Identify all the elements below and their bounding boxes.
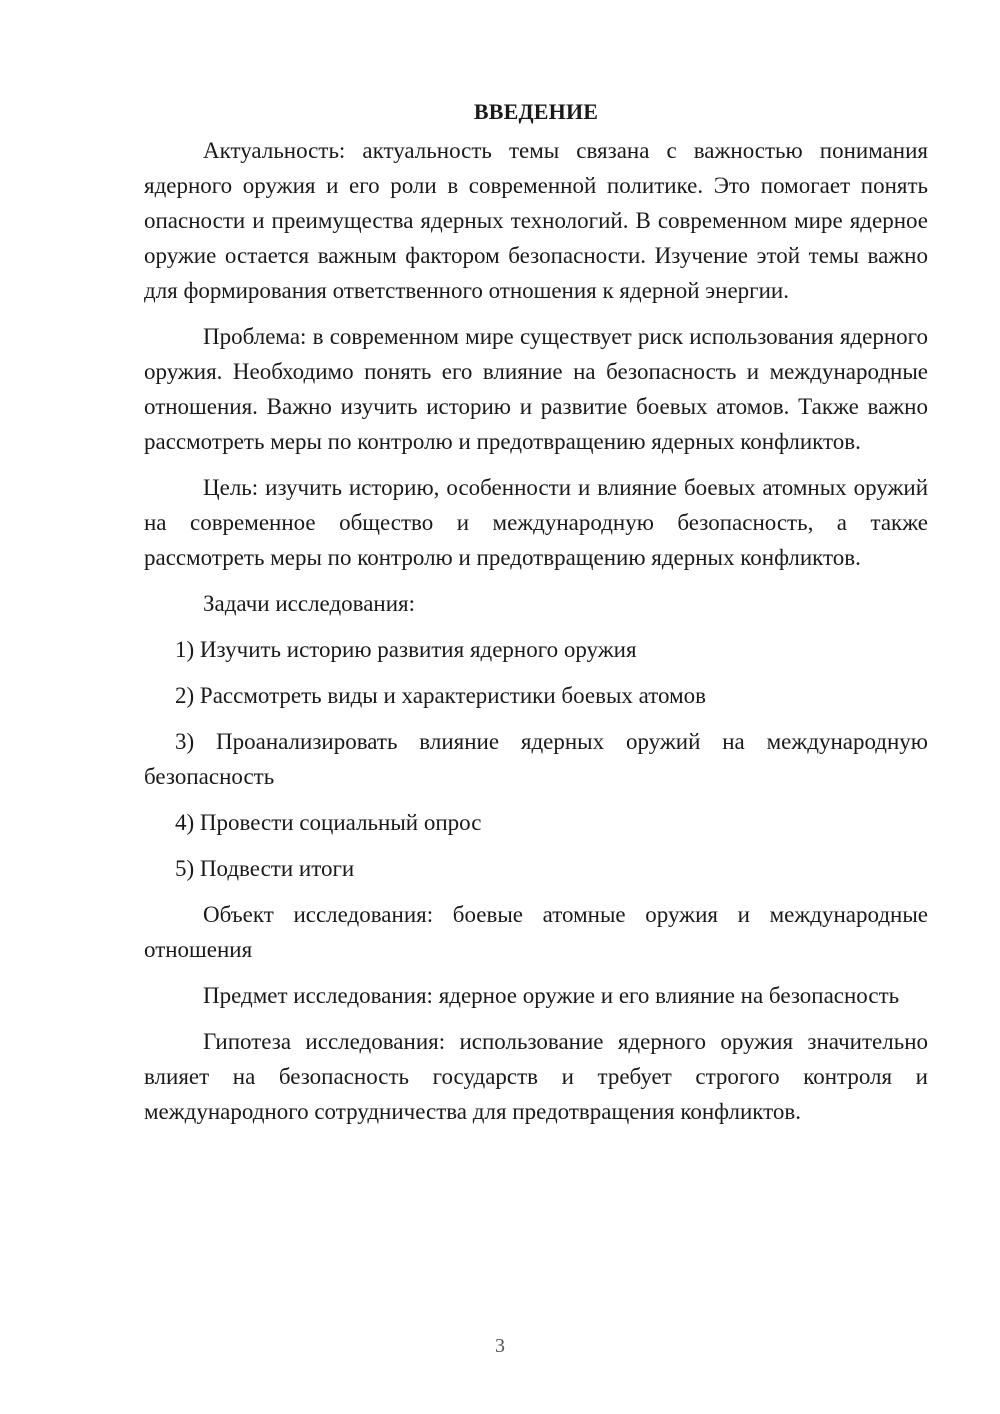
problem-paragraph: Проблема: в современном мире существует риск использования ядерного оружия. Необходимо понять его влияние на безопасность и международные отношения. Важно изучить историю и развитие боевых атомов. Также важно рассмотреть меры по контролю и предотвращению ядерных конфликтов. xyxy=(144,324,928,454)
task-item-1: 1) Изучить историю развития ядерного оружия xyxy=(175,637,637,662)
page-number: 3 xyxy=(495,1335,505,1357)
object-paragraph: Объект исследования: боевые атомные оружия и международные отношения xyxy=(144,902,928,962)
goal-paragraph: Цель: изучить историю, особенности и влияние боевых атомных оружий на современное общество и международную безопасность, а также рассмотреть меры по контролю и предотвращению ядерных конфликтов. xyxy=(144,475,928,570)
task-item-2: 2) Рассмотреть виды и характеристики боевых атомов xyxy=(175,683,706,708)
section-title: ВВЕДЕНИЕ xyxy=(473,99,599,124)
task-item-5: 5) Подвести итоги xyxy=(175,856,355,881)
page-content xyxy=(144,94,928,1129)
hypothesis-paragraph: Гипотеза исследования: использование ядерного оружия значительно влияет на безопасность государств и требует строгого контроля и международного сотрудничества для предотвращения конфликтов. xyxy=(144,1029,928,1124)
task-item-4: 4) Провести социальный опрос xyxy=(175,810,482,835)
relevance-paragraph: Актуальность: актуальность темы связана с важностью понимания ядерного оружия и его роли в современной политике. Это помогает понять опасности и преимущества ядерных технологий. В современном мире ядерное оружие остается важным фактором безопасности. Изучение этой темы важно для формирования ответственного отношения к ядерной энергии. xyxy=(144,138,928,303)
subject-paragraph: Предмет исследования: ядерное оружие и его влияние на безопасность xyxy=(203,983,900,1008)
tasks-heading: Задачи исследования: xyxy=(203,591,416,616)
task-item-3: 3) Проанализировать влияние ядерных оружий на международную безопасность xyxy=(144,729,928,789)
